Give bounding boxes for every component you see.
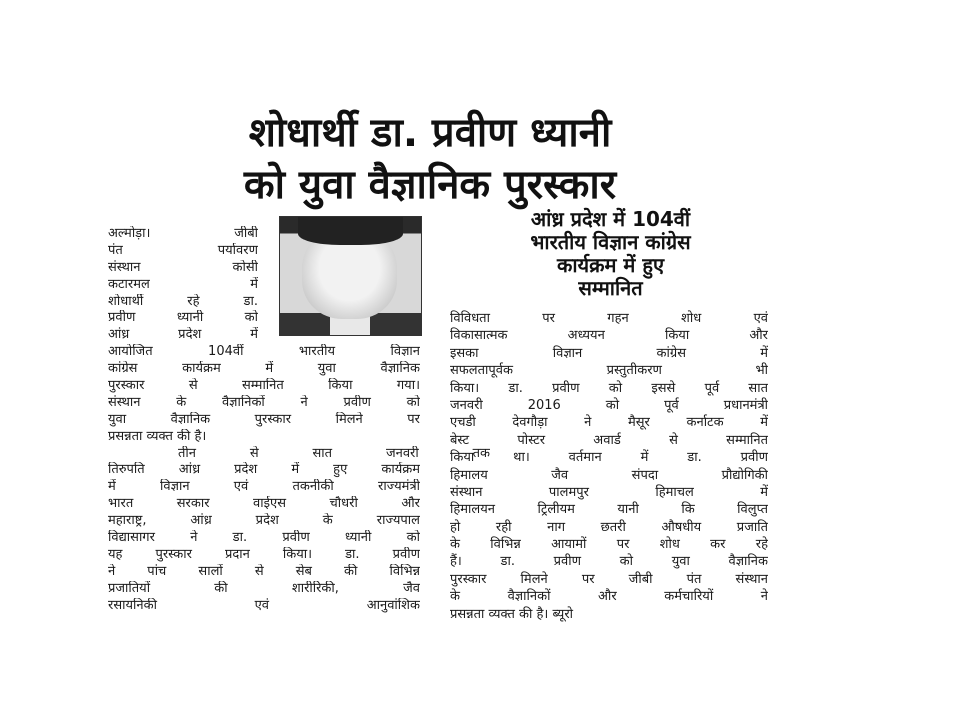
article-line: एचडी देवगौड़ा ने मैसूर कर्नाटक में <box>450 415 768 431</box>
article-line: कांग्रेस कार्यक्रम में युवा वैज्ञानिक <box>108 361 420 377</box>
article-line: आयोजित 104वीं भारतीय विज्ञान <box>108 344 420 360</box>
article-line: सफलतापूर्वक प्रस्तुतीकरण भी <box>450 363 768 379</box>
article-line: भारत सरकार वाईएस चौधरी और <box>108 496 420 512</box>
article-line: अल्मोड़ा। जीबी <box>108 226 258 241</box>
article-line: के विभिन्न आयामों पर शोध कर रहे <box>450 537 768 553</box>
article-line: बेस्ट पोस्टर अवार्ड से सम्मानित <box>450 432 768 448</box>
article-line: यह पुरस्कार प्रदान किया। डा. प्रवीण <box>108 546 420 562</box>
article-line: शोधार्थी रहे डा. <box>108 293 258 309</box>
article-line: आंध्र प्रदेश में <box>108 327 258 343</box>
article-line: युवा वैज्ञानिक पुरस्कार मिलने पर <box>108 411 420 427</box>
article-line: महाराष्ट्र, आंध्र प्रदेश के राज्यपाल <box>108 513 420 529</box>
subheadline-line-4: सम्मानित <box>578 276 643 300</box>
article-line: विविधता पर गहन शोध एवं <box>450 311 768 326</box>
article-line: पुरस्कार से सम्मानित किया गया। <box>108 378 420 394</box>
article-line: किया। डा. प्रवीण को इससे पूर्व सात <box>450 380 768 396</box>
article-right-column <box>450 310 768 623</box>
article-line: किया था। वर्तमान में डा. प्रवीण <box>450 450 768 466</box>
article-left-column <box>108 226 490 614</box>
article-line: विद्यासागर ने डा. प्रवीण ध्यानी को <box>108 530 420 546</box>
article-line: प्रवीण ध्यानी को <box>108 310 258 326</box>
headline-line-1: शोधार्थी डा. प्रवीण ध्यानी <box>248 110 612 156</box>
article-line: संस्थान कोसी <box>108 259 258 275</box>
article-line: पंत पर्यावरण <box>108 242 258 258</box>
article-line: कटारमल में <box>108 276 258 292</box>
article-line: प्रसन्नता व्यक्त की है। <box>108 428 207 444</box>
subheadline-line-3: कार्यक्रम में हुए <box>556 253 665 277</box>
article-line: के वैज्ञानिकों और कर्मचारियों ने <box>450 589 768 605</box>
article-line: विकासात्मक अध्ययन किया और <box>450 328 768 344</box>
article-line: जनवरी 2016 को पूर्व प्रधानमंत्री <box>450 397 768 413</box>
article-line: तीन से सात जनवरी तक <box>178 445 490 461</box>
article-line: हैं। डा. प्रवीण को युवा वैज्ञानिक <box>450 554 768 570</box>
article-line: हो रही नाग छतरी औषधीय प्रजाति <box>450 519 768 535</box>
subheadline <box>448 208 773 300</box>
article-line: प्रसन्नता व्यक्त की है। ब्यूरो <box>450 606 574 622</box>
subheadline-line-2: भारतीय विज्ञान कांग्रेस <box>530 230 691 254</box>
headline-line-2: को युवा वैज्ञानिक पुरस्कार <box>243 162 617 208</box>
article-line: संस्थान पालमपुर हिमाचल में <box>450 484 768 500</box>
article-line: रसायनिकी एवं आनुवांशिक <box>108 597 420 613</box>
article-line: संस्थान के वैज्ञानिकों ने प्रवीण को <box>108 394 420 410</box>
article-line: तिरुपति आंध्र प्रदेश में हुए कार्यक्रम <box>108 462 420 478</box>
article-line: पुरस्कार मिलने पर जीबी पंत संस्थान <box>450 571 768 587</box>
article-line: में विज्ञान एवं तकनीकी राज्यमंत्री <box>108 479 420 495</box>
article-line: इसका विज्ञान कांग्रेस में <box>450 345 768 361</box>
article-line: हिमालयन ट्रिलीयम यानी कि विलुप्त <box>450 502 768 518</box>
article-line: ने पांच सालों से सेब की विभिन्न <box>108 563 420 579</box>
article-line: प्रजातियों की शारीरिकी, जैव <box>108 580 420 596</box>
subheadline-line-1: आंध्र प्रदेश में 104वीं <box>530 207 691 231</box>
article-line: हिमालय जैव संपदा प्रौद्योगिकी <box>450 467 768 483</box>
